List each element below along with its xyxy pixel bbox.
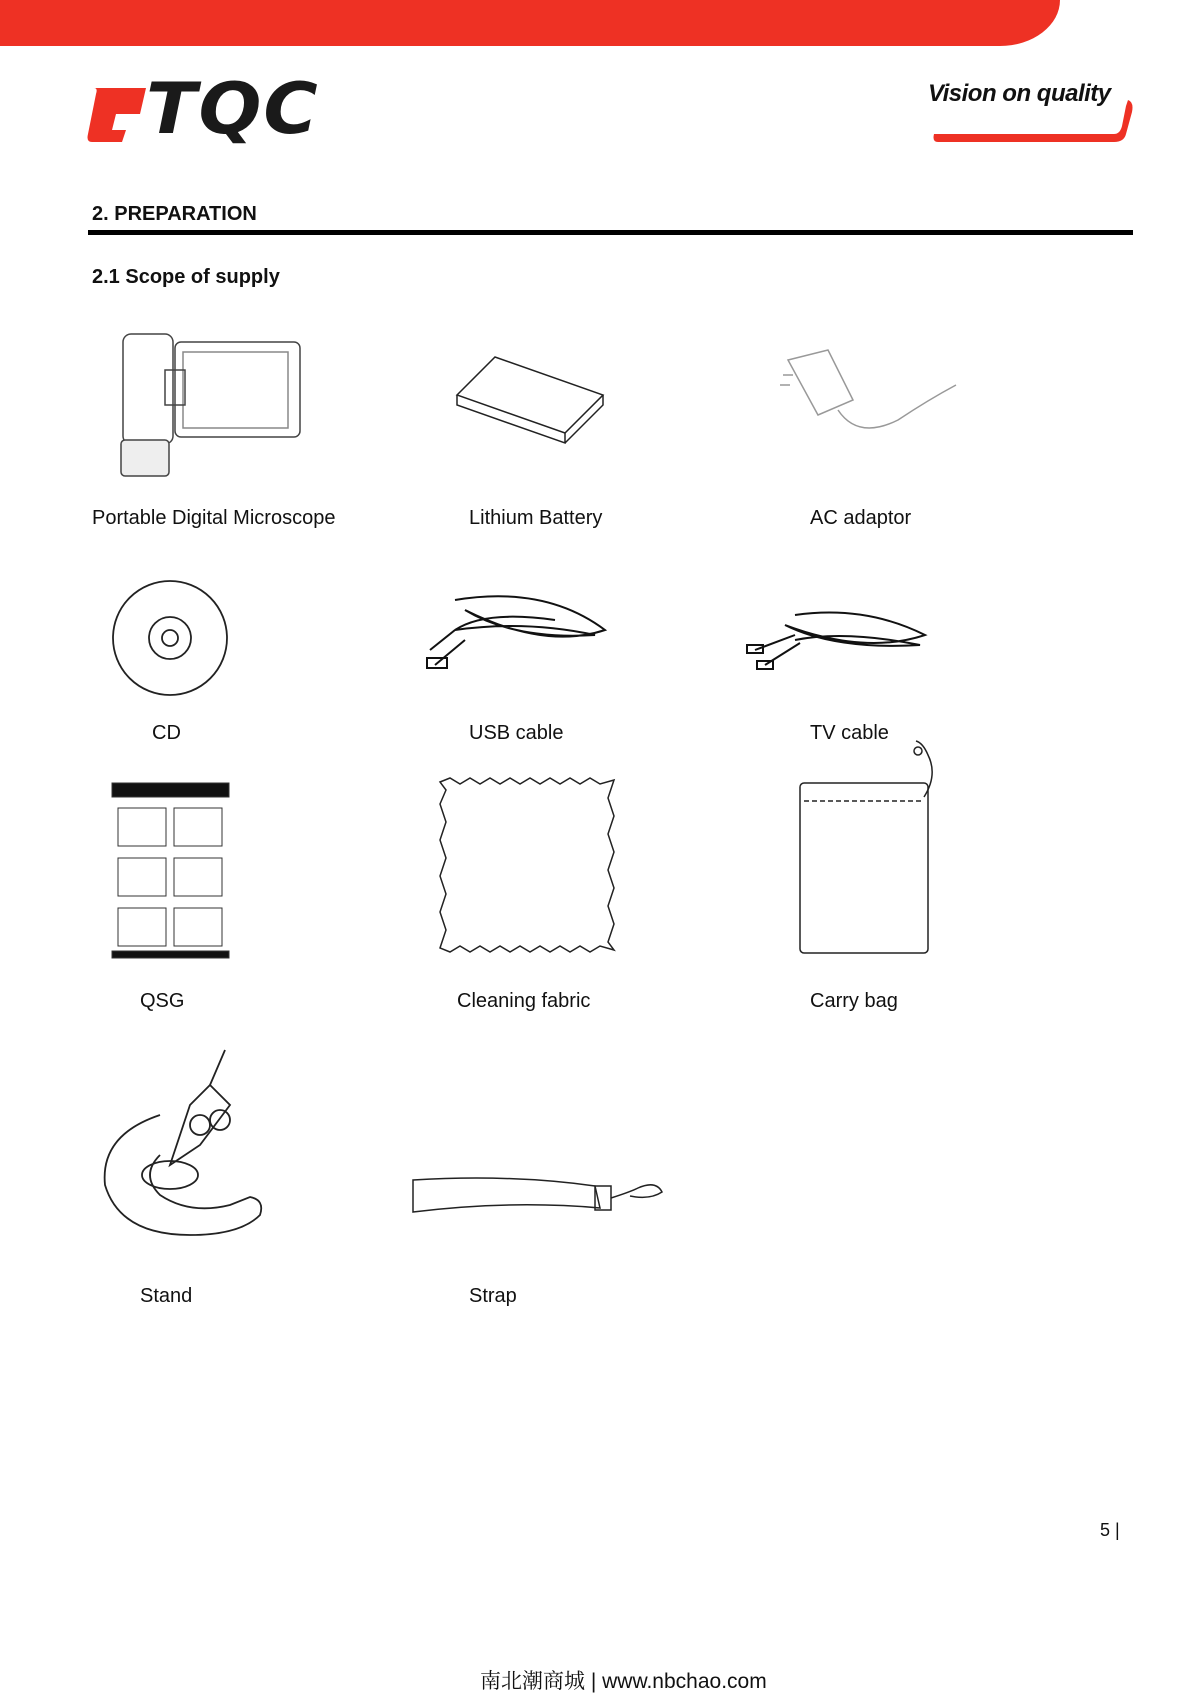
item-label: Stand (140, 1285, 193, 1307)
ac-adaptor-icon (778, 340, 958, 445)
microscope-icon (115, 330, 305, 485)
item-label: USB cable (469, 722, 564, 744)
cleaning-fabric-icon (438, 778, 618, 958)
tv-cable-icon (745, 605, 935, 680)
strap-icon (410, 1178, 670, 1223)
tagline (928, 80, 1111, 108)
carry-bag-icon (798, 735, 948, 960)
brand-name: TQC (146, 68, 320, 150)
item-label: TV cable (810, 722, 889, 744)
item-label: Portable Digital Microscope (92, 507, 336, 529)
item-label: Lithium Battery (469, 507, 603, 529)
item-label: Strap (469, 1285, 517, 1307)
battery-icon (455, 355, 605, 445)
item-label: Carry bag (810, 990, 898, 1012)
logo-mark-icon (86, 84, 146, 144)
footer-text: 南北潮商城 | www.nbchao.com (480, 1670, 767, 1693)
tagline-text: Vision on quality (928, 80, 1111, 107)
item-label: CD (152, 722, 181, 744)
page-number: 5 | (1100, 1520, 1120, 1540)
item-label: QSG (140, 990, 185, 1012)
cd-icon (110, 578, 230, 703)
quick-start-guide-icon (112, 783, 229, 963)
header-red-bar (0, 0, 1060, 46)
item-label: AC adaptor (810, 507, 912, 529)
item-label: Cleaning fabric (457, 990, 591, 1012)
subsection-title: 2.1 Scope of supply (92, 266, 280, 288)
section-title: 2. PREPARATION (92, 203, 257, 225)
usb-cable-icon (425, 590, 615, 685)
section-divider (88, 230, 1133, 235)
stand-icon (100, 1045, 270, 1250)
tqc-logo (86, 68, 366, 150)
